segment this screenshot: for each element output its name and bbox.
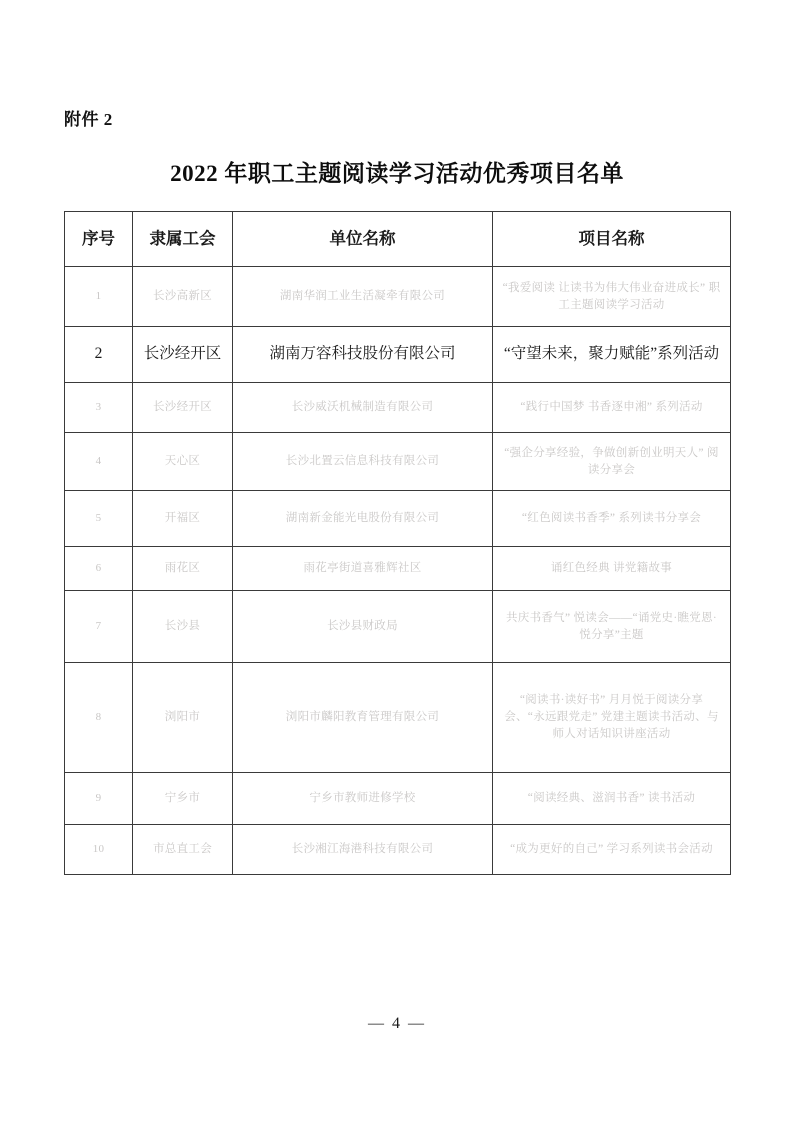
table-row <box>65 825 731 875</box>
cell-seq: 9 <box>65 773 133 825</box>
cell-project: 共庆书香气” 悦读会——“诵党史·瞧党恩·悦分享”主题 <box>493 591 731 663</box>
cell-union: 长沙县 <box>133 591 233 663</box>
page-title: 2022 年职工主题阅读学习活动优秀项目名单 <box>170 161 624 186</box>
cell-org: 湖南华润工业生活凝牵有限公司 <box>233 267 493 327</box>
column-header-seq: 序号 <box>65 212 133 267</box>
project-list-table <box>64 211 731 875</box>
cell-union: 浏阳市 <box>133 663 233 773</box>
cell-project: “守望未来，聚力赋能”系列活动 <box>493 327 731 383</box>
cell-seq: 1 <box>65 267 133 327</box>
cell-org: 湖南万容科技股份有限公司 <box>233 327 493 383</box>
cell-org: 宁乡市教师进修学校 <box>233 773 493 825</box>
cell-union: 雨花区 <box>133 547 233 591</box>
table-row <box>65 267 731 327</box>
cell-union: 长沙经开区 <box>133 383 233 433</box>
column-header-org: 单位名称 <box>233 212 493 267</box>
cell-union: 长沙经开区 <box>133 327 233 383</box>
table-row <box>65 327 731 383</box>
cell-project: “红色阅读书香季” 系列读书分享会 <box>493 491 731 547</box>
table-row <box>65 383 731 433</box>
cell-seq: 2 <box>65 327 133 383</box>
table-row <box>65 591 731 663</box>
cell-org: 长沙湘江海港科技有限公司 <box>233 825 493 875</box>
cell-union: 开福区 <box>133 491 233 547</box>
cell-seq: 8 <box>65 663 133 773</box>
cell-union: 天心区 <box>133 433 233 491</box>
cell-project: “成为更好的自己” 学习系列读书会活动 <box>493 825 731 875</box>
column-header-union: 隶属工会 <box>133 212 233 267</box>
cell-project: 诵红色经典 讲党籍故事 <box>493 547 731 591</box>
cell-union: 长沙高新区 <box>133 267 233 327</box>
cell-seq: 4 <box>65 433 133 491</box>
cell-project: “我爱阅读 让读书为伟大伟业奋进成长” 职工主题阅读学习活动 <box>493 267 731 327</box>
cell-project: “践行中国梦 书香逐申湘” 系列活动 <box>493 383 731 433</box>
cell-seq: 10 <box>65 825 133 875</box>
cell-org: 雨花亭街道喜雅辉社区 <box>233 547 493 591</box>
table-row <box>65 433 731 491</box>
table-row <box>65 491 731 547</box>
table-header-row <box>65 212 731 267</box>
cell-seq: 7 <box>65 591 133 663</box>
cell-union: 宁乡市 <box>133 773 233 825</box>
cell-org: 长沙北置云信息科技有限公司 <box>233 433 493 491</box>
cell-project: “阅读经典、滋润书香” 读书活动 <box>493 773 731 825</box>
cell-org: 湖南新金能光电股份有限公司 <box>233 491 493 547</box>
page-number: — 4 — <box>368 1015 426 1032</box>
cell-org: 长沙威沃机械制造有限公司 <box>233 383 493 433</box>
cell-union: 市总直工会 <box>133 825 233 875</box>
cell-org: 浏阳市麟阳教育管理有限公司 <box>233 663 493 773</box>
table-row <box>65 547 731 591</box>
table-row <box>65 773 731 825</box>
attachment-label: 附件 2 <box>64 110 113 129</box>
cell-seq: 3 <box>65 383 133 433</box>
cell-org: 长沙县财政局 <box>233 591 493 663</box>
cell-project: “强企分享经验，争做创新创业明天人” 阅读分享会 <box>493 433 731 491</box>
table-row <box>65 663 731 773</box>
cell-seq: 6 <box>65 547 133 591</box>
cell-project: “阅读书·读好书” 月月悦于阅读分享会、“永远跟党走” 党建主题读书活动、与师人对话知识讲座活动 <box>493 663 731 773</box>
column-header-project: 项目名称 <box>493 212 731 267</box>
cell-seq: 5 <box>65 491 133 547</box>
